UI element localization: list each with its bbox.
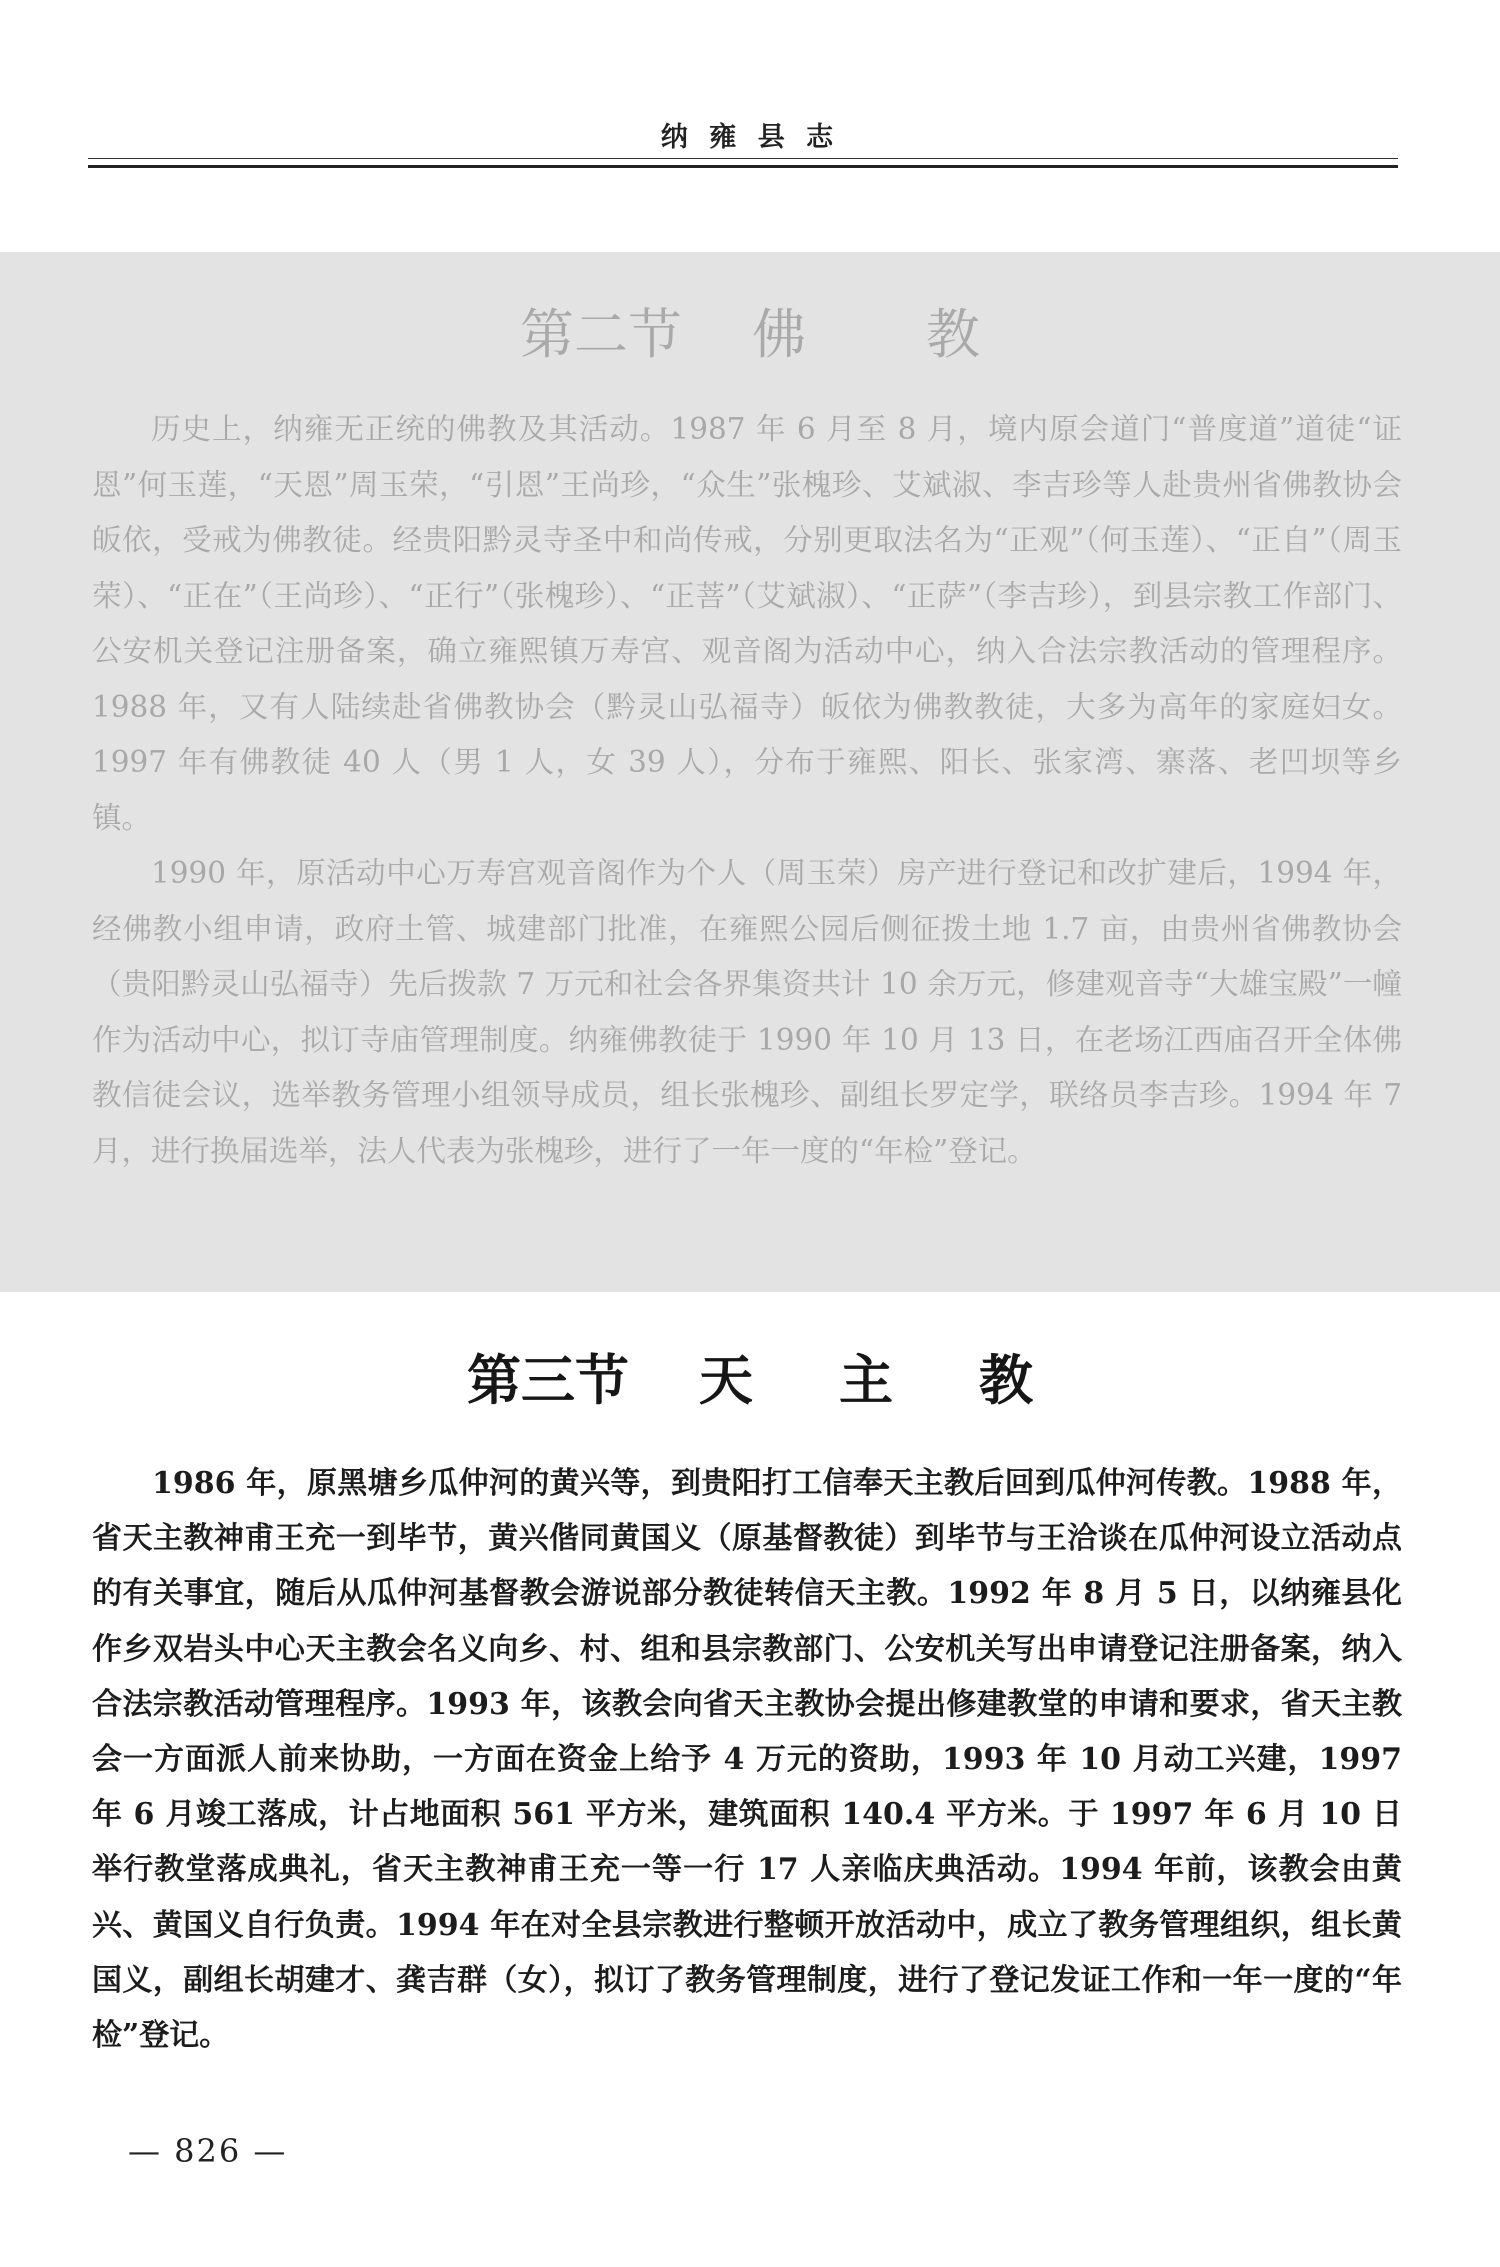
header-rule-thin — [88, 158, 1398, 159]
section-title-word-1: 佛 — [752, 303, 806, 366]
section-title-number: 第二节 — [520, 303, 682, 366]
section-body-catholicism — [92, 1456, 1402, 2063]
header-rule-thick — [88, 165, 1398, 168]
section-title-word-1: 天 — [699, 1348, 753, 1412]
section-title-catholicism — [0, 1338, 1500, 1415]
section-title-buddhism — [0, 292, 1500, 369]
running-head: 纳 雍 县 志 — [660, 122, 840, 153]
section-title-word-2: 教 — [926, 303, 980, 366]
section-title-number: 第三节 — [467, 1348, 629, 1412]
paragraph: 1990 年，原活动中心万寿宫观音阁作为个人（周玉荣）房产进行登记和改扩建后，1994 年，经佛教小组申请，政府土管、城建部门批准，在雍熙公园后侧征拨土地 1.7 亩，由贵州省佛教协会（贵阳黔灵山弘福寺）先后拨款 7 万元和社会各界集资共计 10 余万元，修建观音寺“大雄宝殿”一幢作为活动中心，拟订寺庙管理制度。纳雍佛教徒于 1990 年 10 月 13 日，在老场江西庙召开全体佛教信徒会议，选举教务管理小组领导成员，组长张槐珍、副组长罗定学，联络员李吉珍。1994 年 7 月，进行换届选举，法人代表为张槐珍，进行了一年一度的“年检”登记。 — [92, 856, 1402, 1168]
page-number: — 826 — — [128, 2132, 288, 2170]
paragraph: 1986 年，原黑塘乡瓜仲河的黄兴等，到贵阳打工信奉天主教后回到瓜仲河传教。1988 年，省天主教神甫王充一到毕节，黄兴偕同黄国义（原基督教徒）到毕节与王洽谈在瓜仲河设立活动点的有关事宜，随后从瓜仲河基督教会游说部分教徒转信天主教。1992 年 8 月 5 日，以纳雍县化作乡双岩头中心天主教会名义向乡、村、组和县宗教部门、公安机关写出申请登记注册备案，纳入合法宗教活动管理程序。1993 年，该教会向省天主教协会提出修建教堂的申请和要求，省天主教会一方面派人前来协助，一方面在资金上给予 4 万元的资助，1993 年 10 月动工兴建，1997 年 6 月竣工落成，计占地面积 561 平方米，建筑面积 140.4 平方米。于 1997 年 6 月 10 日举行教堂落成典礼，省天主教神甫王充一等一行 17 人亲临庆典活动。1994 年前，该教会由黄兴、黄国义自行负责。1994 年在对全县宗教进行整顿开放活动中，成立了教务管理组织，组长黄国义，副组长胡建才、龚吉群（女），拟订了教务管理制度，进行了登记发证工作和一年一度的“年检”登记。 — [92, 1466, 1402, 2054]
section-buddhism-block — [0, 252, 1500, 1292]
section-body-buddhism — [92, 402, 1402, 1179]
paragraph: 历史上，纳雍无正统的佛教及其活动。1987 年 6 月至 8 月，境内原会道门“普度道”道徒“证恩”何玉莲，“天恩”周玉荣，“引恩”王尚珍，“众生”张槐珍、艾斌淑、李吉珍等人赴贵州省佛教协会皈依，受戒为佛教徒。经贵阳黔灵寺圣中和尚传戒，分别更取法名为“正观”（何玉莲）、“正自”（周玉荣）、“正在”（王尚珍）、“正行”（张槐珍）、“正菩”（艾斌淑）、“正萨”（李吉珍），到县宗教工作部门、公安机关登记注册备案，确立雍熙镇万寿宫、观音阁为活动中心，纳入合法宗教活动的管理程序。1988 年，又有人陆续赴省佛教协会（黔灵山弘福寺）皈依为佛教教徒，大多为高年的家庭妇女。1997 年有佛教徒 40 人（男 1 人，女 39 人），分布于雍熙、阳长、张家湾、寨落、老凹坝等乡镇。 — [92, 412, 1402, 835]
section-title-word-3: 教 — [979, 1348, 1033, 1412]
section-title-word-2: 主 — [839, 1348, 893, 1412]
